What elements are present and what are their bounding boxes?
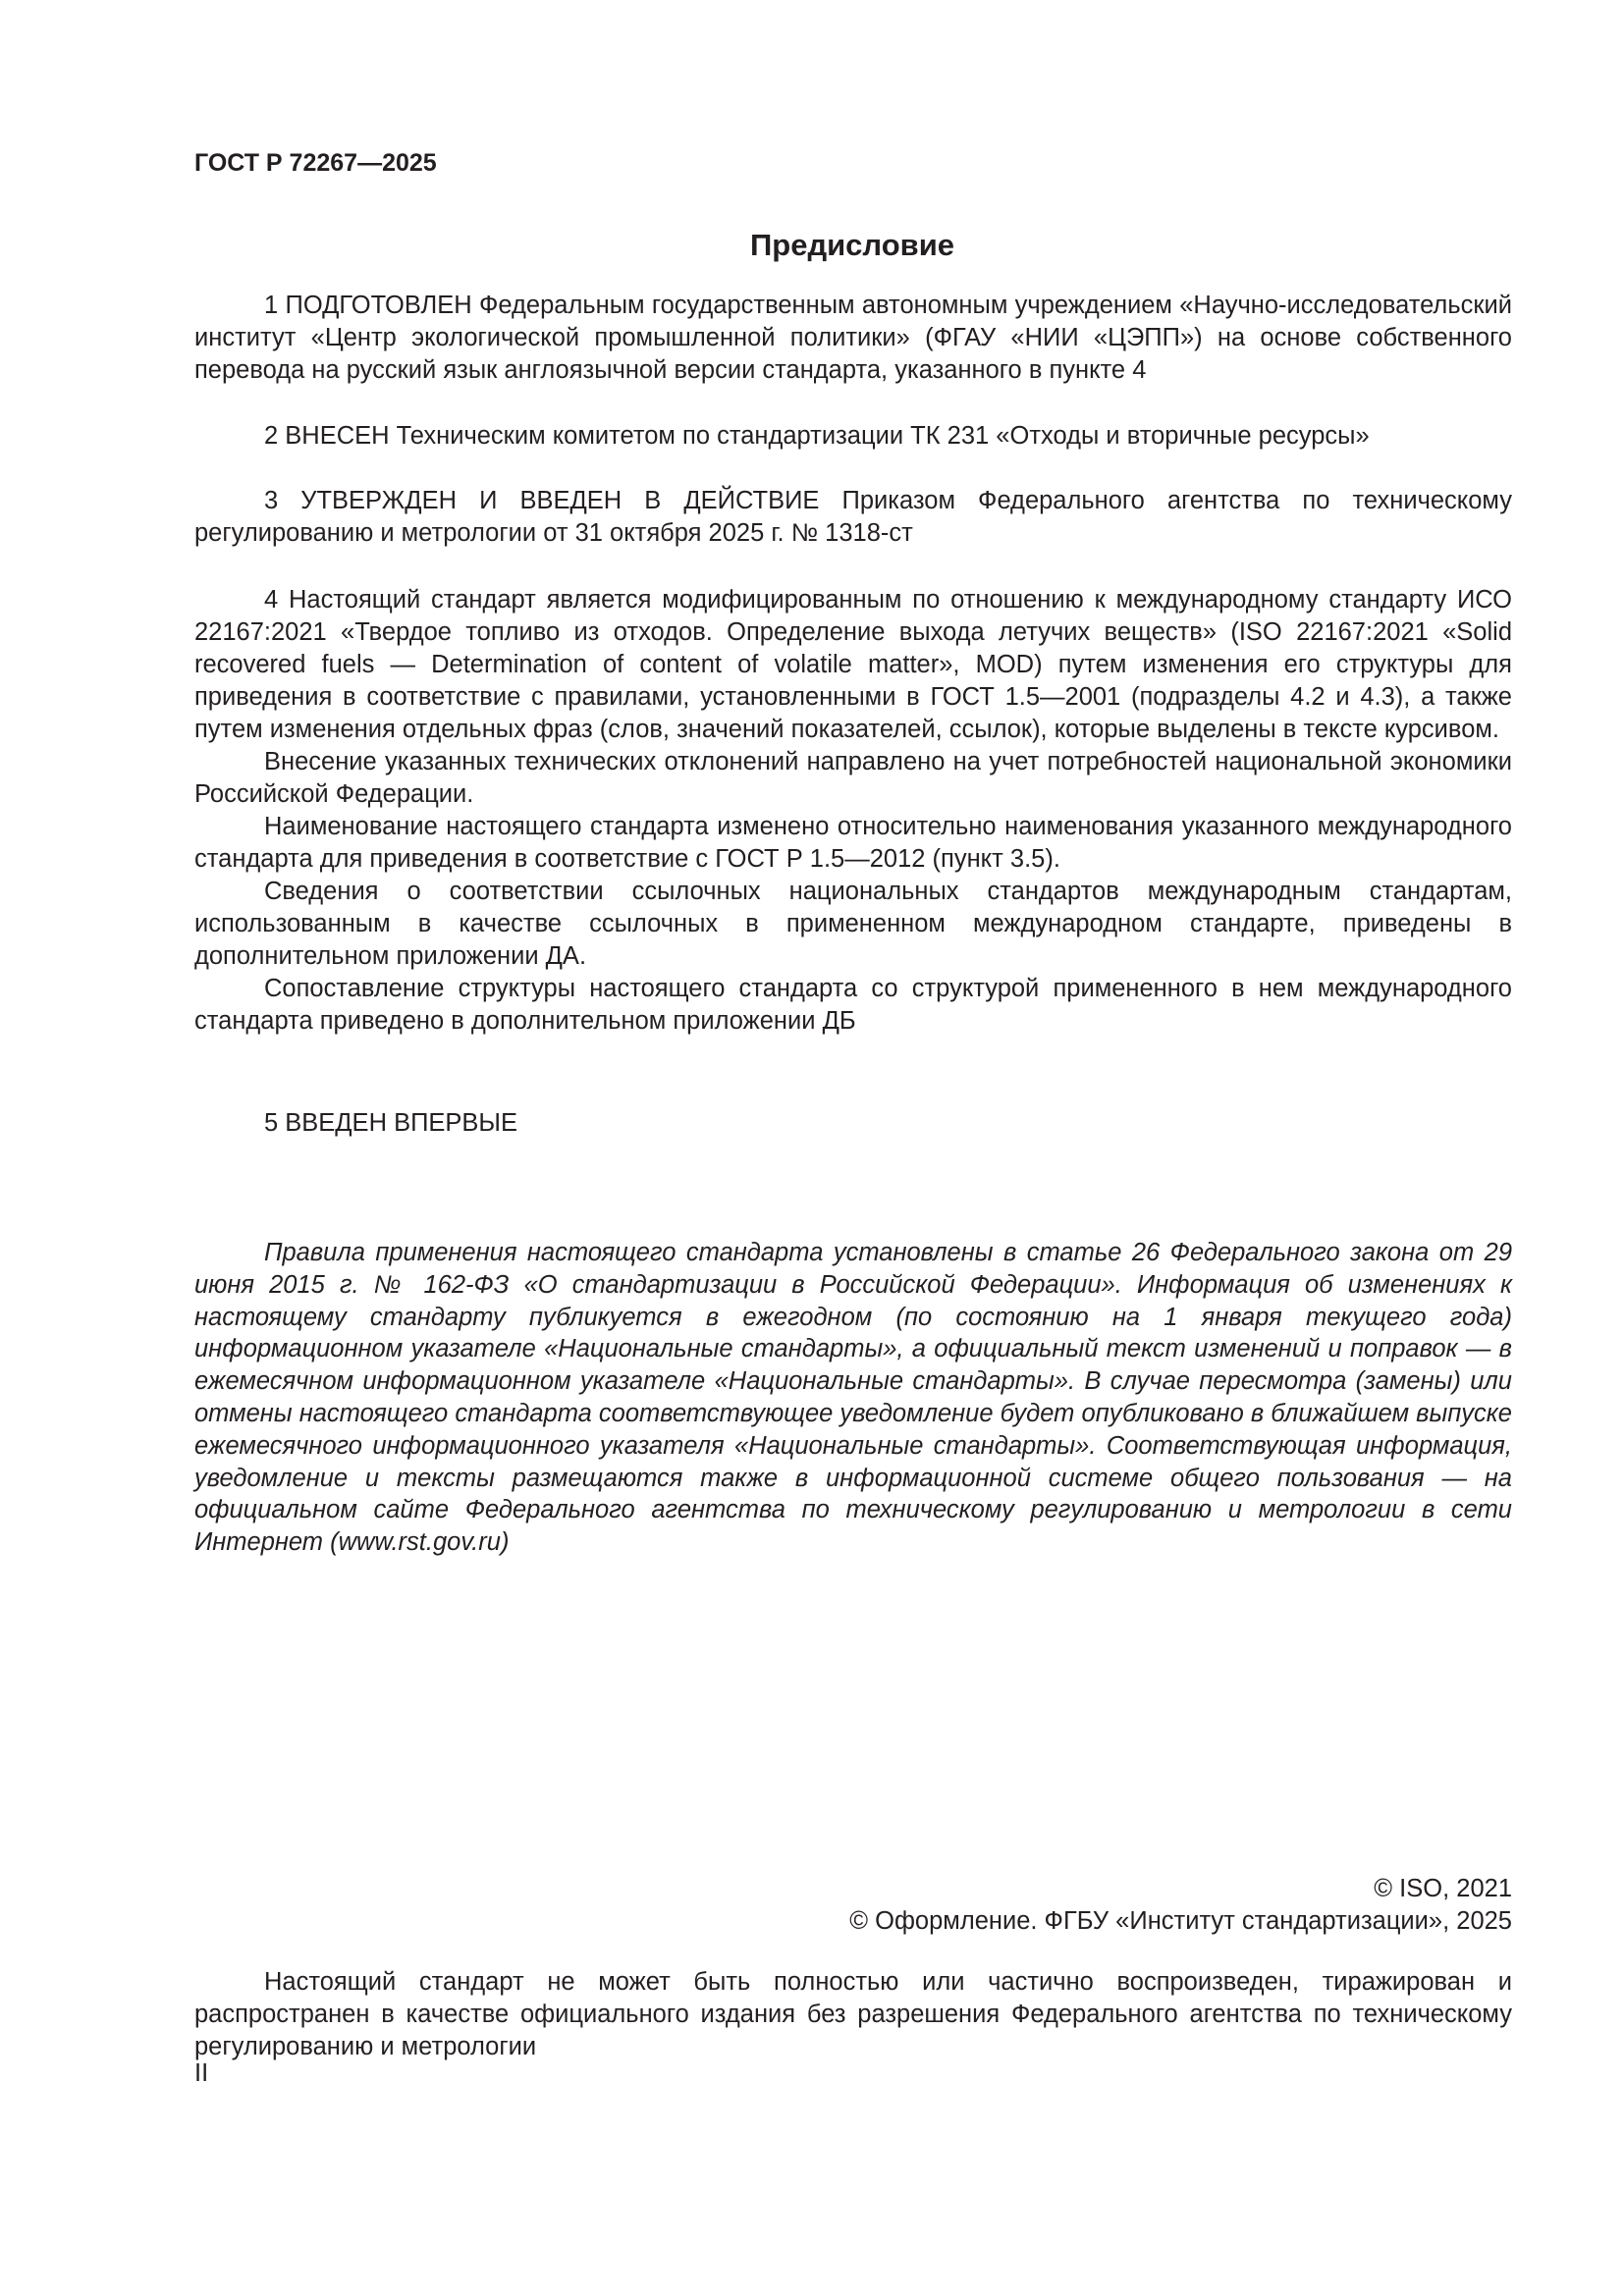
copyright-iso: © ISO, 2021 bbox=[1374, 1875, 1512, 1902]
copyright-design: © Оформление. ФГБУ «Институт стандартизации», 2025 bbox=[849, 1907, 1512, 1935]
page-number: II bbox=[194, 2059, 209, 2087]
item-4-paragraph-5: Сопоставление структуры настоящего стандарта со структурой примененного в нем международного стандарта приведено в дополнительном приложении ДБ bbox=[194, 975, 1512, 1035]
item-1 bbox=[194, 290, 1512, 387]
standard-code: ГОСТ Р 72267—2025 bbox=[194, 149, 437, 177]
page-title: Предисловие bbox=[749, 228, 954, 262]
item-4-paragraph-2: Внесение указанных технических отклонений направлено на учет потребностей национальной экономики Российской Федерации. bbox=[194, 748, 1512, 808]
item-3 bbox=[194, 485, 1512, 550]
item-3-text: 3 УТВЕРЖДЕН И ВВЕДЕН В ДЕЙСТВИЕ Приказом Федерального агентства по техническому регулированию и метрологии от 31 октября 2025 г. № 1318-ст bbox=[194, 487, 1512, 547]
item-4-paragraph-3: Наименование настоящего стандарта изменено относительно наименования указанного международного стандарта для приведения в соответствие с ГОСТ Р 1.5—2012 (пункт 3.5). bbox=[194, 813, 1512, 873]
item-5-text: 5 ВВЕДЕН ВПЕРВЫЕ bbox=[264, 1109, 518, 1137]
item-2 bbox=[194, 420, 1512, 453]
item-4-paragraph-4: Сведения о соответствии ссылочных национальных стандартов международным стандартам, использованным в качестве ссылочных в примененном международном стандарте, приведены в дополнительном приложении ДА. bbox=[194, 878, 1512, 970]
item-2-text: 2 ВНЕСЕН Техническим комитетом по стандартизации ТК 231 «Отходы и вторичные ресурсы» bbox=[264, 422, 1370, 450]
item-5 bbox=[194, 1107, 1512, 1140]
item-1-text: 1 ПОДГОТОВЛЕН Федеральным государственным автономным учреждением «Научно-исследовательский институт «Центр экологической промышленной политики» (ФГАУ «НИИ «ЦЭПП») на основе собственного перевода на русский язык англоязычной версии стандарта, указанного в пункте 4 bbox=[194, 292, 1512, 384]
item-4-paragraph-1: 4 Настоящий стандарт является модифицированным по отношению к международному стандарту ИСО 22167:2021 «Твердое топливо из отходов. Определение выхода летучих веществ» (ISO 22167:2021 «Solid recovered fuels — Determination of content of volatile matter», MOD) путем изменения его структуры для приведения в соответствие с правилами, установленными в ГОСТ 1.5—2001 (подразделы 4.2 и 4.3), а также путем изменения отдельных фраз (слов, значений показателей, ссылок), которые выделены в тексте курсивом. bbox=[194, 586, 1512, 743]
rules-notice: Правила применения настоящего стандарта установлены в статье 26 Федерального закона от 29 июня 2015 г. № 162-ФЗ «О стандартизации в Российской Федерации». Информация об изменениях к настоящему стандарту публикуется в ежегодном (по состоянию на 1 января текущего года) информационном указателе «Национальные стандарты», а официальный текст изменений и поправок — в ежемесячном информационном указателе «Национальные стандарты». В случае пересмотра (замены) или отмены настоящего стандарта соответствующее уведомление будет опубликовано в ближайшем выпуске ежемесячного информационного указателя «Национальные стандарты». Соответствующая информация, уведомление и тексты размещаются также в информационной системе общего пользования — на официальном сайте Федерального агентства по техническому регулированию и метрологии в сети Интернет (www.rst.gov.ru) bbox=[194, 1239, 1512, 1557]
item-4 bbox=[194, 584, 1512, 1038]
reproduction-notice: Настоящий стандарт не может быть полностью или частично воспроизведен, тиражирован и распространен в качестве официального издания без разрешения Федерального агентства по техническому регулированию и метрологии bbox=[194, 1968, 1512, 2060]
